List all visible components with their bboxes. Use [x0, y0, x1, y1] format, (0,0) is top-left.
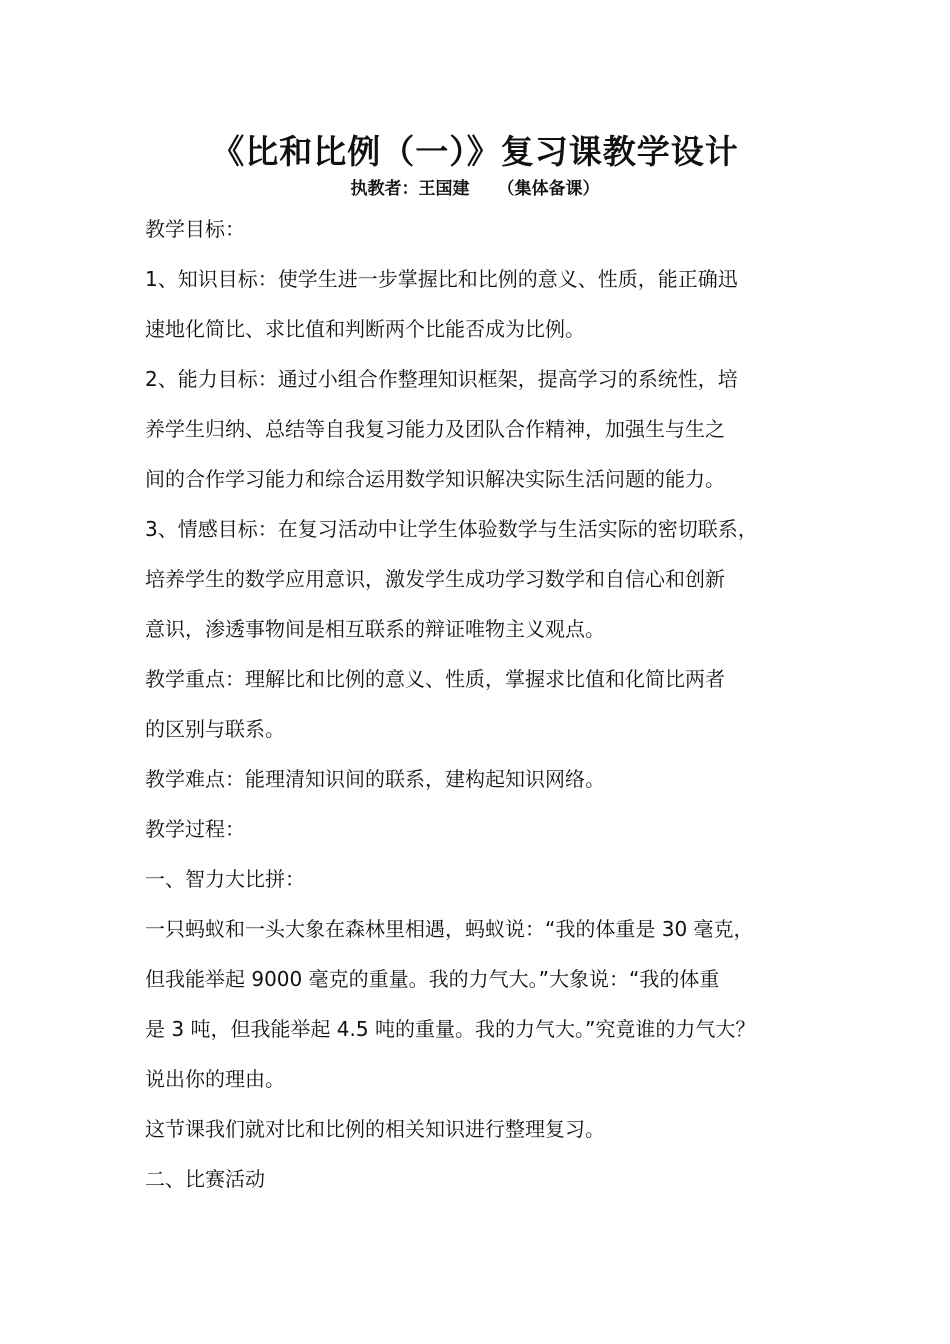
text-line: 这节课我们就对比和比例的相关知识进行整理复习。 — [145, 1117, 605, 1141]
text-line: 意识，渗透事物间是相互联系的辩证唯物主义观点。 — [145, 617, 605, 641]
author-note: （集体备课） — [497, 179, 600, 199]
text-line: 的区别与联系。 — [145, 717, 285, 741]
text-line: 教学难点：能理清知识间的联系，建构起知识网络。 — [145, 767, 605, 791]
text-line: 教学重点：理解比和比例的意义、性质，掌握求比值和化简比两者 — [145, 667, 725, 691]
text-line: 一只蚂蚁和一头大象在森林里相遇，蚂蚁说：“我的体重是 30 毫克， — [145, 917, 754, 941]
text-line: 教学目标： — [145, 217, 245, 241]
document-title: 《比和比例（一）》复习课教学设计 — [211, 132, 739, 171]
text-line: 1、知识目标：使学生进一步掌握比和比例的意义、性质，能正确迅 — [145, 267, 738, 291]
text-line: 一、智力大比拼： — [145, 867, 305, 891]
text-line: 间的合作学习能力和综合运用数学知识解决实际生活问题的能力。 — [145, 467, 725, 491]
text-line: 说出你的理由。 — [145, 1067, 285, 1091]
author-label: 执教者：王国建 — [350, 179, 470, 199]
document-subtitle — [0, 176, 950, 202]
document-body — [145, 204, 835, 1204]
text-line: 培养学生的数学应用意识，激发学生成功学习数学和自信心和创新 — [145, 567, 725, 591]
text-line: 二、比赛活动 — [145, 1167, 265, 1191]
text-line: 2、能力目标：通过小组合作整理知识框架，提高学习的系统性，培 — [145, 367, 738, 391]
text-line: 速地化简比、求比值和判断两个比能否成为比例。 — [145, 317, 585, 341]
text-line: 是 3 吨，但我能举起 4.5 吨的重量。我的力气大。”究竟谁的力气大？ — [145, 1017, 756, 1041]
text-line: 教学过程： — [145, 817, 245, 841]
text-line: 3、情感目标：在复习活动中让学生体验数学与生活实际的密切联系， — [145, 517, 758, 541]
text-line: 养学生归纳、总结等自我复习能力及团队合作精神，加强生与生之 — [145, 417, 725, 441]
text-line: 但我能举起 9000 毫克的重量。我的力气大。”大象说：“我的体重 — [145, 967, 720, 991]
